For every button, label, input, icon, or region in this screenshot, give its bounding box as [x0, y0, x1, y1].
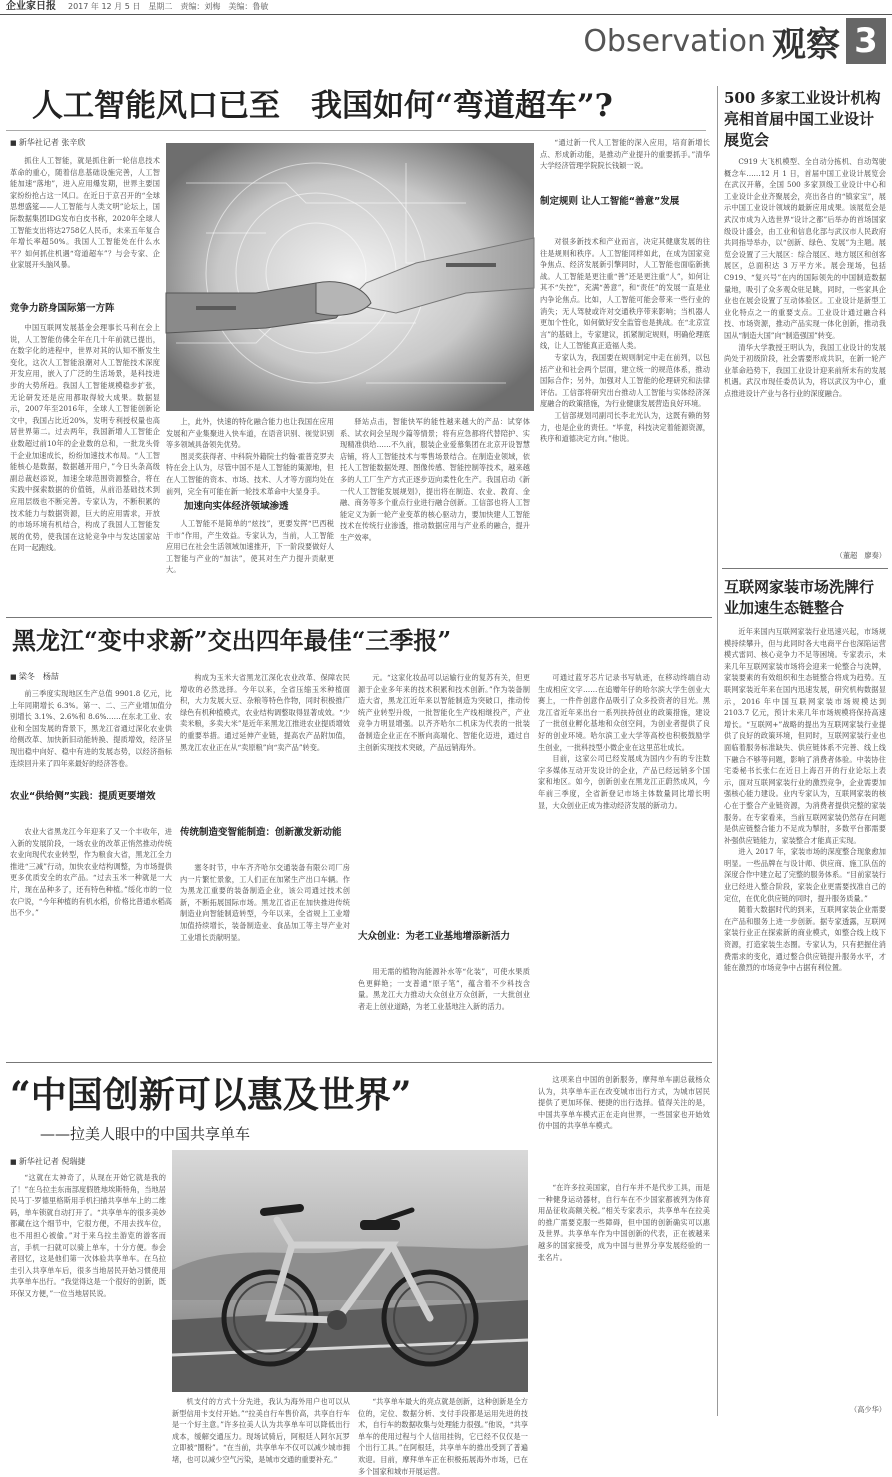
paragraph: 用无需的植物沟能源补水等“化装”，可使水果质色更鲜艳；一支普通“原子笔”，蕴含着不少科技含量。黑龙江大力推动大众创业万众创新，一大批创业者走上创业道路，为老工业基地注入新的活力。 [358, 967, 530, 1011]
masthead [0, 0, 892, 14]
paragraph: 近年来国内互联网家装行业迅速兴起，市场规模持续攀升，但与此同时各大电商平台也深陷运营模式雷同、核心竞争力不足等困境。专家表示，未来几年互联网家装市场将会迎来一轮整合与洗牌，家装要素的有效组织和生态链整合将成为趋势。互联网家装近年来在国内迅速发展，研究机构数据显示，2016 年中国互联网家装市场规模达到 2103.7 亿元，预计未来几年市场规模将保持高速增长。“互联网+”战略的提出为互联网家装行业提供了良好的政策环境，但同时，互联网家装行业也面临着服务标准缺失、供应链体系不完善、线上线下融合不够等问题，影响了消费者体验。中装协住宅委秘书长张仁在近日上海召开的行业论坛上表示，面对互联网家装行业的激烈竞争，企业需要加强核心能力建设。业内专家认为，互联网家装的核心在于整合产业链资源，为消费者提供完整的家装服务。在专家看来，当前互联网家装仍然存在问题是供应链整合能力不足成为掣肘，多数平台都需要补强供应链能力，家装整合才能真正实现。 [724, 627, 886, 845]
article4-column-2 [180, 672, 350, 822]
paragraph: 上，此外，快速的特化融合能力也让我国在应用发展和产业集聚进入快车道，在语音识别、视觉识别等多领域具备领先优势。 [166, 417, 334, 450]
column-divider [717, 86, 718, 1416]
robot-handshake-image [166, 143, 534, 411]
section-name-en: Observation [583, 23, 766, 59]
paragraph: 农业大省黑龙江今年迎来了又一个丰收年，进入新的发展阶段，一场农业的改革正悄然推动传统农业向现代农业转型，作为粮食大省，黑龙江全力推进“三减”行动，加快农业结构调整，为市场提供更多优质安全的农产品。“过去玉米一种就是一大片，现在品种多了，还有特色种植。”绥化市的一位农户说，“今年种植的有机水稻，价格比普通水稻高出不少。” [10, 827, 172, 918]
article4-column-3b [358, 966, 530, 1058]
article4-column-2b [180, 862, 350, 1058]
article1-subhead-2: 加速向实体经济领域渗透 [184, 501, 289, 512]
shared-bike-photo [172, 1150, 528, 1392]
paragraph: 机支付的方式十分先进，我认为海外用户也可以从新型信用卡支付开始。”“拉美自行车售价高，共享自行车是一个好主意。”许多拉美人认为共享单车可以降低出行成本，缓解交通压力。现场试骑后，阿根廷人阿尔瓦罗立即被“圈粉”。“在当前，共享单车不仅可以减少城市拥堵，也可以减少空气污染，是城市交通的重要补充。” [172, 1397, 350, 1464]
article5-column-5 [538, 1182, 710, 1430]
paragraph: C919 大飞机模型、全自动分拣机、自动驾驶概念车……12 月 1 日，首届中国工业设计展览会在武汉开幕，全国 500 多家顶级工业设计中心和工业设计企业齐聚展会，亮出各自的“镇家宝”，展示中国工业设计领域的最新应用成果。该展览会是武汉市成为入选世界“设计之都”后举办的首场国家级设计盛会，由工业和信息化部与武汉市人民政府共同指导举办，以“创新、绿色、发展”为主题。展览会设置了三大展区：综合展区、地方展区和创客展区，总面积达 3 万平方米。展会现场，包括 C919、“复兴号”在内的国际领先的中国制造数据量地，吸引了众多观众驻足眺，同时，一些家具企业也在展会设置了互动体验区。工业设计是新型工业化特点之一的重要支点。工业设计通过融合科技、市场资源，推动产品实现一体化创新，推动我国从“制造大国”向“制造强国”转变。 [724, 157, 886, 340]
paragraph: 前三季度实现地区生产总值 9901.8 亿元，比上年同期增长 6.3%。第一、二、三产业增加值分别增长 3.1%、2.6%和 8.6%……在东北工业、农业和全国发展的背景下，黑龙江省通过深化农业供给侧改革、加快新旧动能转换、提质增效，经济呈现出稳中向好、稳中有进的发展态势，以经济指标连续回升来了四年来最好的经济答卷。 [10, 689, 172, 768]
article4-column-1b [10, 826, 172, 1058]
article2-body [724, 156, 886, 546]
paragraph: 可通过蓝牙芯片记录书写轨迹，在移动终端自动生成相应文字……在追赠年仔的哈尔滨大学生创业大赛上，一件件创意作品吸引了众多投资者的目光。黑龙江省近年来出台一系列扶持创业的政策措施，建设了一批创业孵化基地和众创空间，为创业者提供了良好的创业环境。哈尔滨工业大学等高校也积极鼓励学生创业，一批科技型小微企业在这里茁壮成长。 [538, 673, 710, 752]
bicycle-image [172, 1150, 528, 1392]
article3-headline: 互联网家装市场洗牌行业加速生态链整合 [724, 578, 875, 617]
article5-byline: ■ 新华社记者 倪瑞捷 [10, 1156, 85, 1167]
paragraph: 进入 2017 年，家装市场的深度整合现象愈加明显。一些品牌在与设计师、供应商、施工队伍的深度合作中建立起了完整的服务体系。“目前家装行业已经进入整合阶段，家装企业更需要找准自己的定位，在优化供应链的同时，提升服务质量。” [724, 847, 886, 903]
article4-byline: ■ 梁冬 杨喆 [10, 671, 59, 682]
article5-subhead: ——拉美人眼中的中国共享单车 [40, 1125, 251, 1143]
article1-column-4b [540, 236, 710, 612]
section-name-cn: 观察 [772, 24, 840, 65]
article4-subhead-2: 传统制造变智能制造：创新激发新动能 [180, 827, 342, 838]
article1-column-3 [340, 416, 530, 612]
article5-column-3 [358, 1396, 528, 1476]
paragraph: 工信部规划司副司长李北光认为，这既有赖的努力，也是企业的责任。“毕竟，科技决定着能源资源，秩序和道德决定方向。”他说。 [540, 410, 710, 444]
article1-column-4 [540, 137, 710, 187]
article2-headline: 500 多家工业设计机构亮相首届中国工业设计展览会 [724, 89, 881, 149]
article1-column-1 [10, 155, 160, 295]
article5-headline: “中国创新可以惠及世界” [10, 1074, 412, 1116]
article1-subhead-3: 制定规则 让人工智能“善意”发展 [540, 196, 680, 207]
paragraph: 图灵奖获得者、中科院外籍院士约翰·霍普克罗夫特在会上认为，尽管中国不是人工智能的策源地，但在人工智能的资本、市场、技术、人才等方面均处在前列，完全有可能在新一轮技术革命中大显身手。 [166, 451, 334, 496]
article1-column-1b [10, 322, 160, 612]
paragraph: “通过新一代人工智能的深入应用，培育新增长点、形成新动能，是推动产业提升的重要抓手。”清华大学经济管理学院院长钱颖一说。 [540, 138, 710, 171]
handshake-photo [166, 143, 534, 411]
issue-info: 2017 年 12 月 5 日 星期二 责编：刘梅 美编：鲁敏 [68, 2, 269, 11]
paragraph: 对很多新技术和产业而言，决定其健康发展的往往是规则和秩序。人工智能同样如此，在成为国家竞争焦点、经济发展新引擎同时，人工智能也面临新挑战。人工智能是更注重“善”还是更注重“人”，如何让其不“失控”，充满“善意”，和“责任”的发展一直是业内争论焦点。比如，人工智能可能会带来一些行业的消失；无人驾驶或许对交通秩序带来影响；当机器人更加个性化，如何做好安全监管也是挑战。在“北京宣言”的基础上，专家建议，抓紧制定规则，明确伦理底线，让人工智能真正造福人类。 [540, 237, 710, 351]
article1-byline: ■ 新华社记者 张辛欣 [10, 137, 85, 148]
article4-subhead-3: 大众创业：为老工业基地增添新活力 [358, 931, 511, 942]
paragraph: 人工智能不是简单的“炫技”，更要发挥“巴西税干市”作用，产生效益。专家认为，当前，人工智能应用已在社会生活领域加速推开，下一阶段要做好人工智能与产业的“加法”，使其对生产力提升贡献更大。 [166, 519, 334, 575]
paragraph: 这项来自中国的创新服务，摩拜单车副总裁杨众认为，共享单车正在改变城市出行方式，为城市居民提供了更加环保、便捷的出行选择。值得关注的是，中国共享单车模式正在走向世界，一些国家也开始效仿中国的共享单车模式。 [538, 1075, 710, 1131]
article4-column-1 [10, 688, 172, 784]
article4-subhead-1: 农业“供给侧”实践：提质更要增效 [10, 791, 156, 802]
paragraph: 清华大学教授王明认为，我国工业设计的发展尚处于初级阶段，社会需要形成共识，在新一轮产业革命趋势下，我国工业设计迎来前所未有的发展机遇。武汉市现任委员认为，将以武汉为中心，重点推进设计产业与各行业的深度融合。 [724, 342, 886, 398]
paragraph: 中国互联网发展基金会理事长马利在会上说，人工智能仿佛全年在几十年前就已提出，在数字化的进程中，世界对其的认知不断发生变化，这次人工智能浪潮对人工智能技术深度开发应用，嵌入了广泛的生活场景，是科技进步的大势所趋。我国人工智能规模稳步扩张，无论研发还是应用都取得较大成果。数据显示，2007年至2016年，全球人工智能创新论文中，我国占比近20%，发明专利授权量也高居世界第二。过去两年，我国新增人工智能企业数超过前10年的企业数的总和，一批龙头骨干企业加速成长，纷纷加速技术布局。“人工智能核心是数据，数据越开用户，”今日头条高级副总裁赵添说，加速全球范围资源整合，将在实践中探索数据的价值链，从前沿基础技术到应用层级也不断完善。专家认为，不断积累的技术能力与数据资源，巨大的应用需求，开放的市场环境有机结合，构成了我国人工智能发展的优势，使我国在这轮竞争中与发达国家站在同一起跑线。 [10, 323, 160, 553]
article5-column-4 [538, 1074, 710, 1178]
divider [6, 1062, 712, 1063]
top-rule [0, 14, 892, 15]
article3-body [724, 626, 886, 1400]
paragraph: 塞冬时节，中车齐齐哈尔交通装备有限公司厂房内一片繁忙景象，工人们正在加紧生产出口车辆。作为黑龙江重要的装备制造企业，该公司通过技术创新，不断拓展国际市场。黑龙江省正在加快推进传统制造业向智能制造转型，今年以来，全省规上工业增加值持续增长，装备制造业、食品加工等主导产业对工业增长贡献明显。 [180, 863, 350, 942]
article3-signature: （高少华） [850, 1405, 886, 1414]
paragraph: 元。“这家化妆品可以运输行业的复苏有关，但更源于企业多年来的技术积累和技术创新。”作为装备制造大省，黑龙江近年来以智能制造为突破口，推动传统产业转型升级，一批智能化生产线相继投产，产业竞争力明显增强。以齐齐哈尔二机床为代表的一批装备制造企业正在不断向高端化、智能化迈进，通过自主创新实现技术突破，产品远销海外。 [358, 673, 530, 752]
paragraph: “共享单车最大的亮点就是创新，这种创新是全方位的，定位、数据分析、支付手段都是运用先进的技术，自行车的数据收集与处理能力很强。”他说，“共享单车的使用过程与个人信用挂钩，它已经不仅仅是一个出行工具。”在阿根廷，共享单车的推出受到了普遍欢迎。目前，摩拜单车正在积极拓展海外市场，已在多个国家和城市开展运营。 [358, 1397, 528, 1476]
page-number: 3 [846, 18, 886, 64]
paragraph: 随着大数据时代的到来，互联网家装企业需要在产品和服务上进一步创新。据专家透露，互联网家装行业正在探索新的商业模式，如整合线上线下资源，打造家装生态圈。专家认为，只有把握住消费需求的变化，通过整合供应链提升服务水平，才能在激烈的市场竞争中占据有利位置。 [724, 905, 886, 973]
article1-column-2c [166, 518, 334, 610]
divider [6, 617, 712, 618]
divider [6, 130, 706, 131]
article2-signature: （董超 廖奏） [835, 551, 886, 560]
article5-column-2 [172, 1396, 350, 1464]
newspaper-logo: 企业家日报 [6, 1, 56, 12]
article1-headline: 人工智能风口已至 我国如何“弯道超车”? [32, 88, 613, 124]
paragraph: 抓住人工智能，就是抓住新一轮信息技术革命的重心，随着信息基础设施完善，人工智能加速“落地”，进入应用爆发期，世界主要国家纷纷抢占这一风口。在近日于京召开的“全球思想盛筵——人工智能与人类文明”论坛上，国际数据集团IDG发布白皮书称，2020年全球人工智能支出将达2758亿人民币，未来五年复合年增长率超50%。我国人工智能处在什么水平？如何抓住机遇“弯道超车”？与会专家、企业家展开头脑风暴。 [10, 156, 160, 270]
paragraph: 专家认为，我国要在规则制定中走在前列，以包括产业和社会两个层面，建立统一的规范体系，推动国际合作；另外，加强对人工智能的伦理研究和法律评估。工信部将研究出台推动人工智能与实体经济深度融合的政策措施，为行业健康发展营造良好环境。 [540, 352, 710, 409]
paragraph: “这就在太神奇了，从现在开始它就是我的了！”在乌拉圭东南部度假胜地埃斯特角，当地居民马丁·罗德里格斯用手机扫描共享单车上的二维码，单车锁就自动打开了。“共享单车的很多美妙都藏在这个细节中，它很方便，不用去找车位，也不用担心被偷。”对于来乌拉圭游览的游客而言，手机一扫就可以骑上单车，十分方便。参会者回忆，这是他们第一次体验共享单车。在乌拉圭引入共享单车后，很多当地居民开始习惯使用共享单车出行。“我觉得这是一个很好的创新，既环保又方便，”一位当地居民说。 [10, 1173, 166, 1298]
article1-column-2 [166, 416, 334, 496]
paragraph: 驿站点击，智能快军的能性越来越大的产品：试穿体系、试衣间会呈现少篇等情景；将有应急都将代替陪护、实现精准供给……不久前，服装企业爱慕集团在北京开设智慧店铺，将人工智能技术与零售场景结合。在制造业领域，依托人工智能数据处理、图像传感、智能控制等技术，越来越多的人工厂生产方式正逐步迈向柔性化生产。我国启动《新一代人工智能发展规划》，提出将在制造、农业、教育、金融、商务等多个重点行业进行融合创新。工信部也将人工智能定义为新一轮产业变革的核心驱动力，要加快建人工智能技术在传统行业渗透，推动数据应用与产业系的融合，提升生产效率。 [340, 417, 530, 542]
section-tag [583, 16, 886, 66]
article4-column-4 [538, 672, 710, 1058]
article4-column-3 [358, 672, 530, 922]
paragraph: 目前，这家公司已经发展成为国内少有的专注数字多媒体互动开发设计的企业，产品已经远销多个国家和地区。如今，创新创业在黑龙江正蔚然成风，今年前三季度，全省新登记市场主体数量同比增长明显，大众创业正成为推动经济发展的新动力。 [538, 754, 710, 810]
article5-column-1 [10, 1172, 166, 1430]
paragraph: 构成为玉米大省黑龙江深化农业改革、保障农民增收的必然选择。今年以来，全省压缩玉米种植面积，大力发展大豆、杂粮等特色作物，同时积极推广绿色有机种植模式，农业结构调整取得显著成效。“少卖米粮，多卖大米”是近年来黑龙江推进农业提质增效的重要举措。通过延伸产业链，提高农产品附加值，黑龙江农业正在从“卖原粮”向“卖产品”转变。 [180, 673, 350, 752]
article1-subhead-1: 竞争力跻身国际第一方阵 [10, 303, 115, 314]
article4-headline: 黑龙江“变中求新”交出四年最佳“三季报” [12, 626, 452, 655]
divider [722, 568, 888, 569]
paragraph: “在许多拉美国家，自行车并不是代步工具，而是一种健身运动器材，自行车在不少国家都被列为体育用品征收高额关税。”相关专家表示，共享单车在拉美的推广需要克服一些障碍，但中国的创新确实可以惠及世界。共享单车作为中国创新的代表，正在被越来越多的国家接受，成为中国与世界分享发展经验的一张名片。 [538, 1183, 710, 1262]
